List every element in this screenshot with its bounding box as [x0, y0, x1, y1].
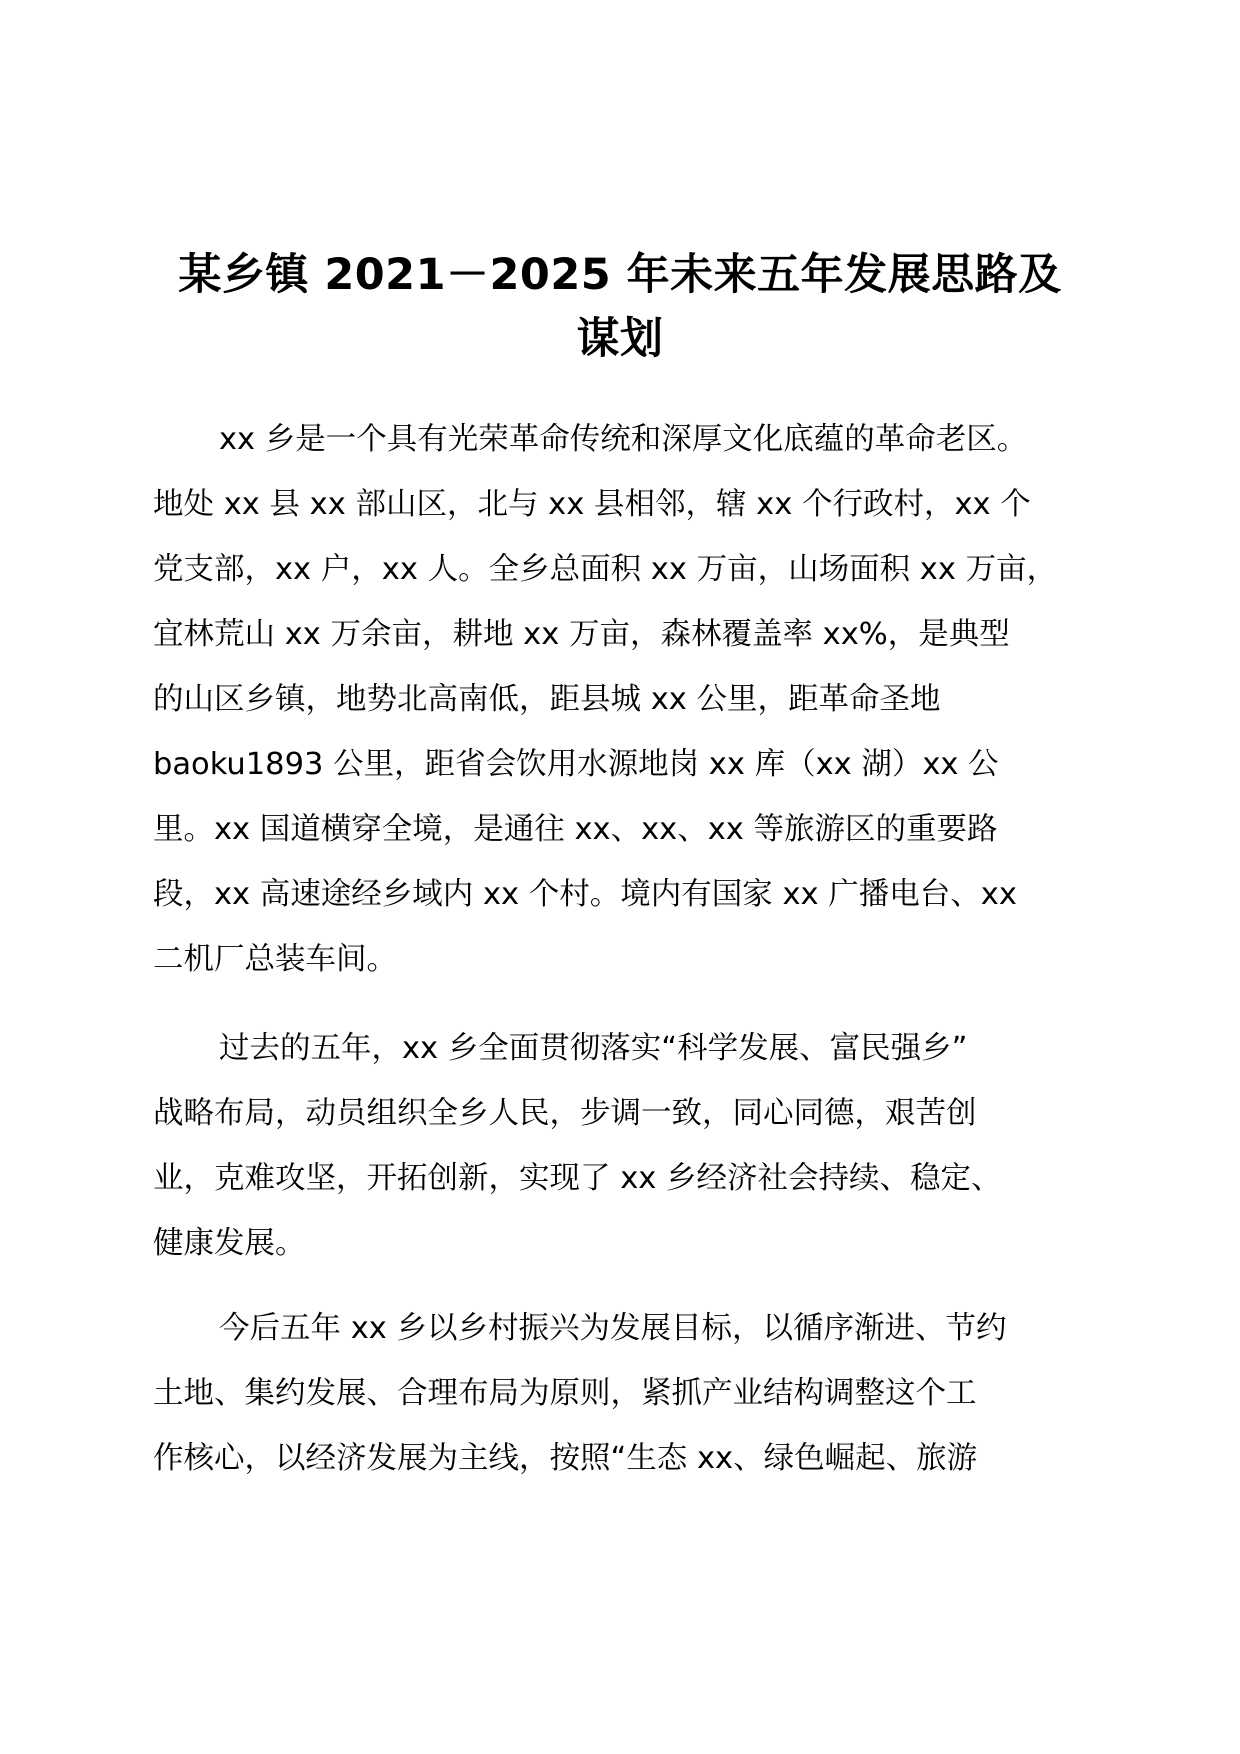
paragraph-line: 地处 xx 县 xx 部山区，北与 xx 县相邻，辖 xx 个行政村，xx 个: [153, 487, 1031, 522]
paragraph-line: 二机厂总装车间。: [153, 942, 397, 977]
paragraph-past-five-years: [153, 1016, 1093, 1276]
paragraph-line: 过去的五年，xx 乡全面贯彻落实“科学发展、富民强乡”: [219, 1031, 968, 1066]
paragraph-line: 里。xx 国道横穿全境，是通往 xx、xx、xx 等旅游区的重要路: [153, 812, 998, 847]
paragraph-line: 段，xx 高速途经乡域内 xx 个村。境内有国家 xx 广播电台、xx: [153, 877, 1017, 912]
paragraph-line: 党支部，xx 户，xx 人。全乡总面积 xx 万亩，山场面积 xx 万亩，: [153, 552, 1058, 587]
paragraph-line: 健康发展。: [153, 1226, 306, 1261]
paragraph-line: 作核心，以经济发展为主线，按照“生态 xx、绿色崛起、旅游: [153, 1441, 978, 1476]
paragraph-intro: [153, 407, 1093, 992]
paragraph-line: baoku1893 公里，距省会饮用水源地岗 xx 库（xx 湖）xx 公: [153, 747, 999, 782]
paragraph-line: 的山区乡镇，地势北高南低，距县城 xx 公里，距革命圣地: [153, 682, 941, 717]
document-title: [120, 243, 1120, 371]
paragraph-line: 业，克难攻坚，开拓创新，实现了 xx 乡经济社会持续、稳定、: [153, 1161, 1002, 1196]
paragraph-line: 土地、集约发展、合理布局为原则，紧抓产业结构调整这个工: [153, 1376, 977, 1411]
paragraph-line: 宜林荒山 xx 万余亩，耕地 xx 万亩，森林覆盖率 xx%，是典型: [153, 617, 1010, 652]
paragraph-next-five-years: [153, 1296, 1093, 1491]
paragraph-line: 战略布局，动员组织全乡人民，步调一致，同心同德，艰苦创: [153, 1096, 977, 1131]
paragraph-line: xx 乡是一个具有光荣革命传统和深厚文化底蕴的革命老区。: [219, 422, 1028, 457]
title-line-1: 某乡镇 2021－2025 年未来五年发展思路及: [178, 250, 1062, 300]
paragraph-line: 今后五年 xx 乡以乡村振兴为发展目标，以循序渐进、节约: [219, 1311, 1007, 1346]
title-line-2: 谋划: [576, 314, 664, 364]
